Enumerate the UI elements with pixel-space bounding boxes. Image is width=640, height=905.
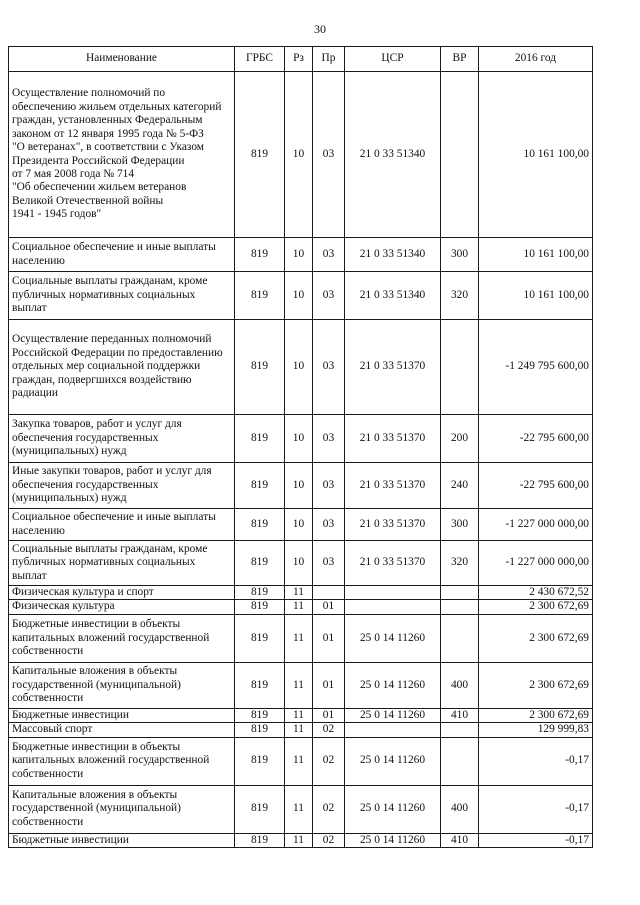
row-amount-cell: 10 161 100,00: [479, 238, 593, 272]
row-amount-cell: -1 249 795 600,00: [479, 320, 593, 415]
row-name-cell: Закупка товаров, работ и услуг для обеспечения государственных (муниципальных) нужд: [9, 415, 235, 463]
row-vr-cell: [441, 737, 479, 785]
row-rz-cell: 11: [285, 614, 313, 662]
header-vr: ВР: [441, 47, 479, 72]
row-csr-cell: [345, 723, 441, 737]
table-row: [9, 541, 593, 586]
header-pr: Пр: [313, 47, 345, 72]
row-amount-cell: 2 300 672,69: [479, 600, 593, 614]
table-row: [9, 415, 593, 463]
table-row: [9, 737, 593, 785]
row-name-cell: Массовый спорт: [9, 723, 235, 737]
row-grbs-cell: 819: [235, 320, 285, 415]
row-name-cell: Физическая культура: [9, 600, 235, 614]
row-vr-cell: [441, 586, 479, 600]
row-vr-cell: 300: [441, 238, 479, 272]
row-rz-cell: 11: [285, 662, 313, 708]
row-pr-cell: 02: [313, 833, 345, 847]
row-grbs-cell: 819: [235, 708, 285, 722]
row-rz-cell: 10: [285, 72, 313, 238]
row-pr-cell: 01: [313, 662, 345, 708]
row-vr-cell: 410: [441, 708, 479, 722]
row-csr-cell: 25 0 14 11260: [345, 708, 441, 722]
row-amount-cell: -0,17: [479, 833, 593, 847]
row-rz-cell: 11: [285, 708, 313, 722]
row-pr-cell: 02: [313, 737, 345, 785]
row-rz-cell: 11: [285, 586, 313, 600]
header-name: Наименование: [9, 47, 235, 72]
row-csr-cell: 25 0 14 11260: [345, 737, 441, 785]
row-vr-cell: [441, 72, 479, 238]
row-amount-cell: -1 227 000 000,00: [479, 541, 593, 586]
row-rz-cell: 11: [285, 737, 313, 785]
row-rz-cell: 10: [285, 541, 313, 586]
row-amount-cell: 2 300 672,69: [479, 662, 593, 708]
row-vr-cell: 320: [441, 541, 479, 586]
row-pr-cell: 02: [313, 723, 345, 737]
row-amount-cell: -22 795 600,00: [479, 415, 593, 463]
row-name-cell: Социальное обеспечение и иные выплаты населению: [9, 509, 235, 541]
row-csr-cell: 21 0 33 51370: [345, 320, 441, 415]
row-pr-cell: 03: [313, 72, 345, 238]
row-grbs-cell: 819: [235, 614, 285, 662]
row-amount-cell: 2 300 672,69: [479, 708, 593, 722]
row-pr-cell: 03: [313, 272, 345, 320]
table-row: [9, 238, 593, 272]
row-vr-cell: [441, 600, 479, 614]
row-pr-cell: [313, 586, 345, 600]
row-amount-cell: 10 161 100,00: [479, 272, 593, 320]
row-csr-cell: [345, 586, 441, 600]
table-row: [9, 785, 593, 833]
row-grbs-cell: 819: [235, 737, 285, 785]
row-name-cell: Осуществление переданных полномочий Российской Федерации по предоставлению отдельных мер социальной поддержки граждан, подвергшихся воздействию радиации: [9, 320, 235, 415]
row-csr-cell: 21 0 33 51370: [345, 415, 441, 463]
row-amount-cell: -22 795 600,00: [479, 463, 593, 509]
row-pr-cell: 03: [313, 463, 345, 509]
row-csr-cell: 25 0 14 11260: [345, 662, 441, 708]
budget-table: [8, 46, 593, 848]
row-csr-cell: 25 0 14 11260: [345, 833, 441, 847]
row-name-cell: Бюджетные инвестиции в объекты капитальных вложений государственной собственности: [9, 614, 235, 662]
header-csr: ЦСР: [345, 47, 441, 72]
row-amount-cell: -1 227 000 000,00: [479, 509, 593, 541]
row-pr-cell: 01: [313, 614, 345, 662]
row-name-cell: Социальные выплаты гражданам, кроме публичных нормативных социальных выплат: [9, 272, 235, 320]
row-vr-cell: 300: [441, 509, 479, 541]
row-csr-cell: 21 0 33 51340: [345, 238, 441, 272]
row-rz-cell: 10: [285, 320, 313, 415]
row-name-cell: Бюджетные инвестиции в объекты капитальных вложений государственной собственности: [9, 737, 235, 785]
row-vr-cell: 200: [441, 415, 479, 463]
row-amount-cell: 2 300 672,69: [479, 614, 593, 662]
row-grbs-cell: 819: [235, 463, 285, 509]
row-amount-cell: -0,17: [479, 737, 593, 785]
row-amount-cell: 10 161 100,00: [479, 72, 593, 238]
row-vr-cell: 400: [441, 785, 479, 833]
row-vr-cell: [441, 614, 479, 662]
row-pr-cell: 03: [313, 415, 345, 463]
page-number: 30: [314, 22, 326, 36]
header-rz: Рз: [285, 47, 313, 72]
table-row: [9, 614, 593, 662]
row-rz-cell: 11: [285, 723, 313, 737]
row-csr-cell: 21 0 33 51340: [345, 72, 441, 238]
row-name-cell: Капитальные вложения в объекты государственной (муниципальной) собственности: [9, 662, 235, 708]
table-row: [9, 723, 593, 737]
header-row: [9, 47, 593, 72]
table-row: [9, 833, 593, 847]
row-rz-cell: 11: [285, 785, 313, 833]
row-grbs-cell: 819: [235, 600, 285, 614]
row-vr-cell: 400: [441, 662, 479, 708]
row-grbs-cell: 819: [235, 415, 285, 463]
row-amount-cell: 2 430 672,52: [479, 586, 593, 600]
row-name-cell: Социальные выплаты гражданам, кроме публичных нормативных социальных выплат: [9, 541, 235, 586]
row-vr-cell: 320: [441, 272, 479, 320]
table-row: [9, 463, 593, 509]
row-grbs-cell: 819: [235, 272, 285, 320]
row-name-cell: Иные закупки товаров, работ и услуг для обеспечения государственных (муниципальных) нужд: [9, 463, 235, 509]
header-grbs: ГРБС: [235, 47, 285, 72]
table-row: [9, 662, 593, 708]
row-vr-cell: 240: [441, 463, 479, 509]
row-amount-cell: 129 999,83: [479, 723, 593, 737]
row-grbs-cell: 819: [235, 785, 285, 833]
row-csr-cell: 25 0 14 11260: [345, 614, 441, 662]
row-amount-cell: -0,17: [479, 785, 593, 833]
header-year: 2016 год: [479, 47, 593, 72]
row-grbs-cell: 819: [235, 586, 285, 600]
row-rz-cell: 10: [285, 509, 313, 541]
row-pr-cell: 03: [313, 238, 345, 272]
row-rz-cell: 10: [285, 463, 313, 509]
row-pr-cell: 03: [313, 509, 345, 541]
row-grbs-cell: 819: [235, 238, 285, 272]
row-grbs-cell: 819: [235, 662, 285, 708]
row-rz-cell: 10: [285, 272, 313, 320]
row-csr-cell: 21 0 33 51370: [345, 463, 441, 509]
row-grbs-cell: 819: [235, 72, 285, 238]
row-vr-cell: [441, 320, 479, 415]
row-rz-cell: 10: [285, 415, 313, 463]
row-vr-cell: [441, 723, 479, 737]
row-pr-cell: 01: [313, 708, 345, 722]
row-rz-cell: 11: [285, 600, 313, 614]
row-csr-cell: 25 0 14 11260: [345, 785, 441, 833]
table-row: [9, 708, 593, 722]
row-grbs-cell: 819: [235, 509, 285, 541]
table-row: [9, 72, 593, 238]
row-vr-cell: 410: [441, 833, 479, 847]
row-name-cell: Капитальные вложения в объекты государственной (муниципальной) собственности: [9, 785, 235, 833]
row-csr-cell: 21 0 33 51340: [345, 272, 441, 320]
row-grbs-cell: 819: [235, 833, 285, 847]
row-name-cell: Бюджетные инвестиции: [9, 833, 235, 847]
row-name-cell: Осуществление полномочий по обеспечению жильем отдельных категорий граждан, установленных Федеральным законом от 12 января 1995 года № 5-ФЗ "О ветеранах", в соответствии с Указом Президента Российской Федерации от 7 мая 2008 года № 714 "Об обеспечении жильем ветеранов Великой Отечественной войны 1941 - 1945 годов": [9, 72, 235, 238]
row-pr-cell: 01: [313, 600, 345, 614]
row-name-cell: Социальное обеспечение и иные выплаты населению: [9, 238, 235, 272]
table-row: [9, 509, 593, 541]
row-rz-cell: 10: [285, 238, 313, 272]
table-row: [9, 586, 593, 600]
table-row: [9, 600, 593, 614]
table-row: [9, 272, 593, 320]
row-rz-cell: 11: [285, 833, 313, 847]
row-pr-cell: 02: [313, 785, 345, 833]
row-pr-cell: 03: [313, 320, 345, 415]
row-pr-cell: 03: [313, 541, 345, 586]
row-csr-cell: [345, 600, 441, 614]
table-row: [9, 320, 593, 415]
row-grbs-cell: 819: [235, 541, 285, 586]
row-csr-cell: 21 0 33 51370: [345, 509, 441, 541]
row-name-cell: Физическая культура и спорт: [9, 586, 235, 600]
row-grbs-cell: 819: [235, 723, 285, 737]
row-csr-cell: 21 0 33 51370: [345, 541, 441, 586]
row-name-cell: Бюджетные инвестиции: [9, 708, 235, 722]
